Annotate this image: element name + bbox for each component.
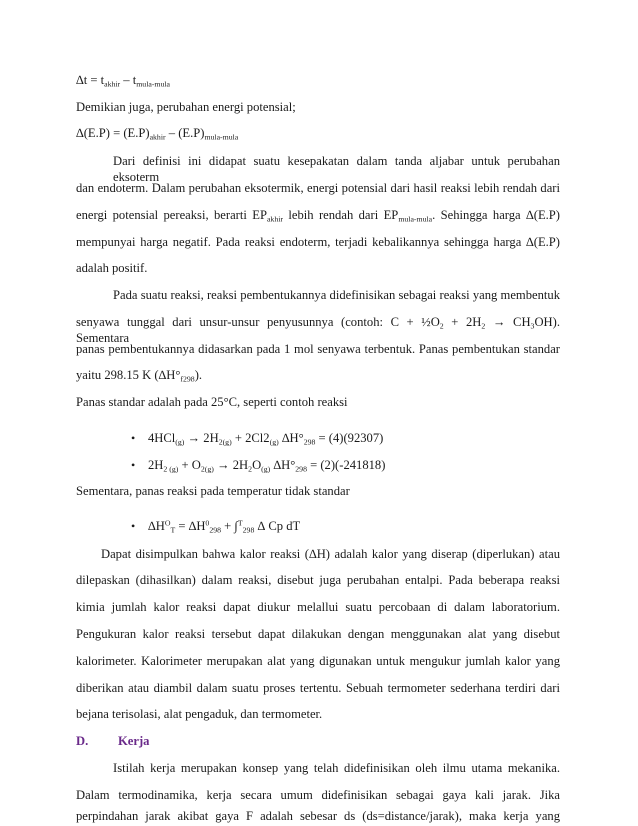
paragraph-4-line-3: perpindahan jarak akibat gaya F adalah sebesar ds (ds=distance/jarak), maka kerja yang xyxy=(76,809,560,823)
paragraph-3-line-2: dilepaskan (dihasilkan) dalam reaksi, disebut juga perubahan entalpi. Pada beberapa reaksi xyxy=(76,573,560,587)
intro-line: Demikian juga, perubahan energi potensial; xyxy=(76,100,296,114)
reaction-1: $4HCl_{(g)} \to 2H_{2(g)} + 2Cl2_{(g)}$ $\Delta H^\circ_{298} = (4)(92307)$ xyxy=(148,431,384,447)
paragraph-2-line-3: panas pembentukannya didasarkan pada 1 mol senyawa terbentuk. Panas pembentukan standar xyxy=(76,342,560,356)
reaction-2: $2H_{2 (g)} + O_{2(g)} \to 2H_2O_{(g)}$ $\Delta H^\circ_{298} = (2)(-241818)$ xyxy=(148,458,386,474)
paragraph-3-line-6: diberikan atau diambil dalam suatu proses tertentu. Sebuah termometer sederhana terdiri dari xyxy=(76,681,560,695)
paragraph-3-line-1: Dapat disimpulkan bahwa kalor reaksi (∆H) adalah kalor yang diserap (diperlukan) atau xyxy=(101,547,560,561)
paragraph-2-line-1: Pada suatu reaksi, reaksi pembentukannya didefinisikan sebagai reaksi yang membentuk xyxy=(113,288,560,302)
paragraph-2-line-2: senyawa tunggal dari unsur-unsur penyusunnya (contoh: $C + \frac{1}{2}O_2 + 2H_2 \to CH_3OH$). Sementara xyxy=(76,315,560,345)
bullet-icon: • xyxy=(131,458,136,472)
paragraph-1-line-5: adalah positif. xyxy=(76,261,148,275)
paragraph-2-line-5: Panas standar adalah pada 25°C, seperti contoh reaksi xyxy=(76,395,348,409)
paragraph-3-line-3: kimia jumlah kalor reaksi dapat diukur melallui suatu percobaan di dalam laboratorium. xyxy=(76,600,560,614)
paragraph-1-line-4: mempunyai harga negatif. Pada reaksi endoterm, terjadi kebalikannya sehingga harga ∆(E.P) xyxy=(76,235,560,249)
paragraph-3-line-4: Pengukuran kalor reaksi tersebut dapat dilakukan dengan menggunakan alat yang disebut xyxy=(76,627,560,641)
delta-ep-equation: $\Delta(E.P) = (E.P)_{akhir} - (E.P)_{mula-mula}$ xyxy=(76,126,239,142)
enthalpy-formula: $\Delta H^O_T = \Delta H^0_{298} + \int^T_{298}$ ∆ Cp dT xyxy=(148,518,301,535)
non-standard-heat-line: Sementara, panas reaksi pada temperatur tidak standar xyxy=(76,484,350,498)
bullet-icon: • xyxy=(131,519,136,533)
paragraph-3-line-5: kalorimeter. Kalorimeter merupakan alat yang digunakan untuk mengukur jumlah kalor yang xyxy=(76,654,560,668)
paragraph-4-line-1: Istilah kerja merupakan konsep yang telah didefinisikan oleh ilmu utama mekanika. xyxy=(113,761,560,775)
paragraph-4-line-2: Dalam termodinamika, kerja secara umum didefinisikan sebagai gaya kali jarak. Jika xyxy=(76,788,560,802)
paragraph-1-line-3: energi potensial pereaksi, berarti $EP_{akhir}$ lebih rendah dari $EP_{mula-mula}$. Sehingga harga ∆(E.P) xyxy=(76,208,560,224)
section-number: D. xyxy=(76,734,89,748)
paragraph-1-line-2: dan endoterm. Dalam perubahan eksotermik, energi potensial dari hasil reaksi lebih rendah dari xyxy=(76,181,560,195)
section-title: Kerja xyxy=(118,734,150,748)
bullet-icon: • xyxy=(131,431,136,445)
delta-t-equation: $\Delta t = t_{akhir} - t_{mula-mula}$ xyxy=(76,73,171,89)
paragraph-1-line-1: Dari definisi ini didapat suatu kesepakatan dalam tanda aljabar untuk perubahan eksoterm xyxy=(113,154,560,184)
paragraph-2-line-4: yaitu 298.15 K $(\Delta H^\circ_{f298})$. xyxy=(76,368,203,384)
paragraph-3-line-7: bejana terisolasi, alat pengaduk, dan termometer. xyxy=(76,707,323,721)
